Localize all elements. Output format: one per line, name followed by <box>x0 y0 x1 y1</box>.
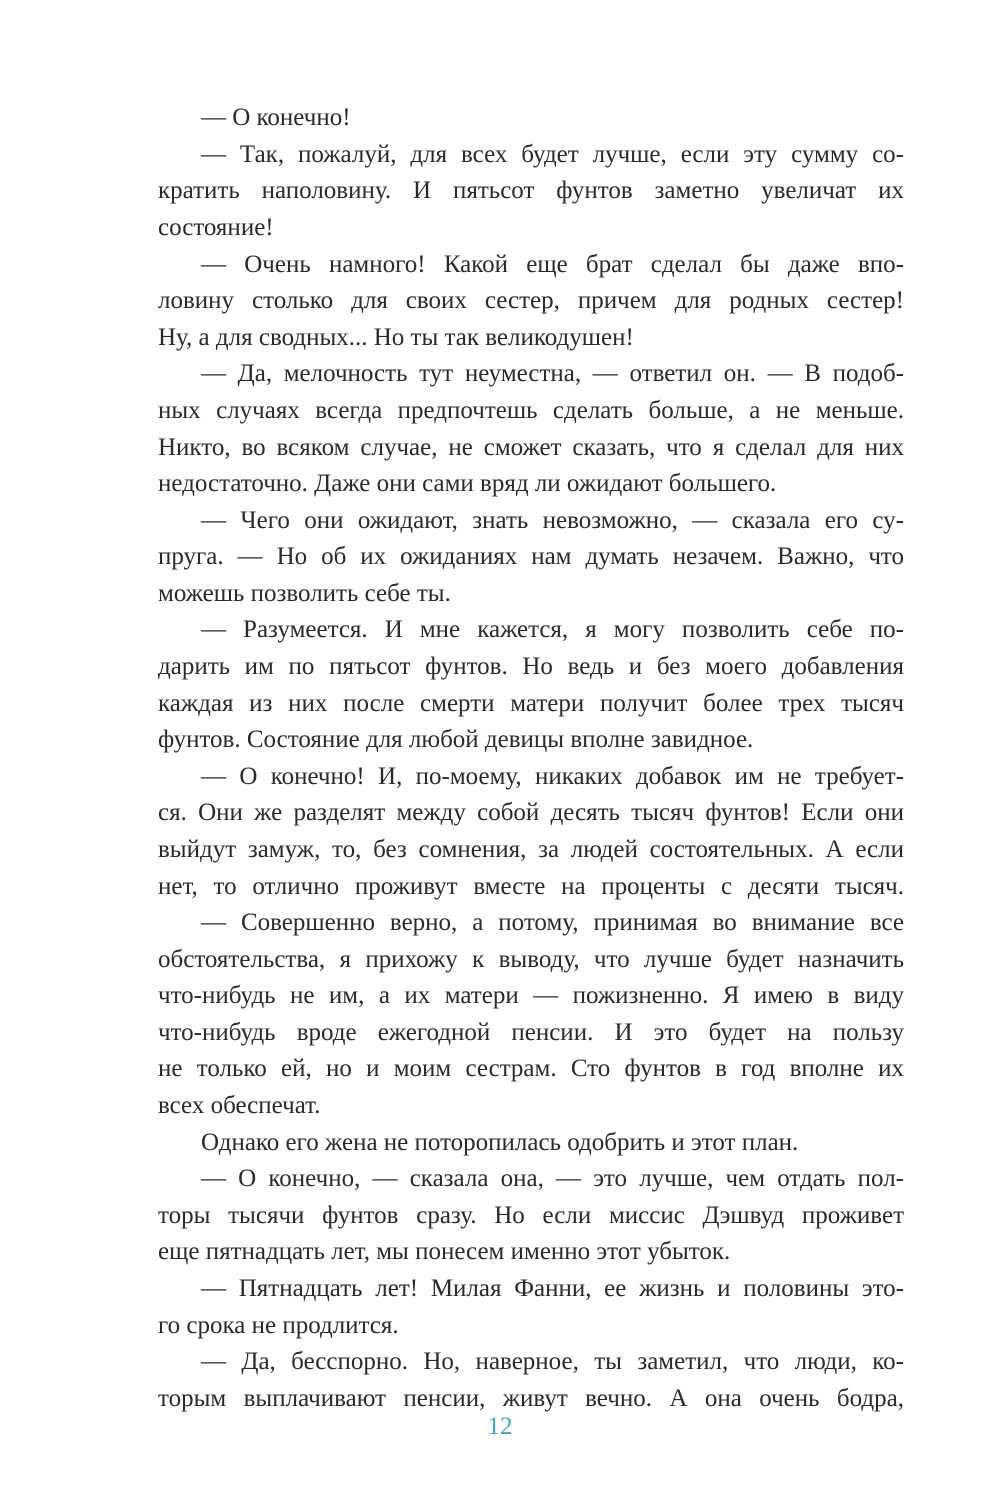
text-line: состояние! <box>158 214 274 241</box>
text-line: ся. Они же разделят между собой десять тысяч фунтов! Если они <box>158 799 904 826</box>
text-line: не только ей, но и моим сестрам. Сто фунтов в год вполне их <box>158 1055 904 1082</box>
text-line: — Разумеется. И мне кажется, я могу позволить себе по- <box>201 616 904 643</box>
text-line: недостаточно. Даже они сами вряд ли ожидают большего. <box>158 470 777 497</box>
text-line: го срока не продлится. <box>158 1312 399 1339</box>
text-line: можешь позволить себе ты. <box>158 580 451 607</box>
text-line: дарить им по пятьсот фунтов. Но ведь и без моего добавления <box>158 653 904 680</box>
text-line: выйдут замуж, то, без сомнения, за людей состоятельных. А если <box>158 836 904 863</box>
text-line: что-нибудь не им, а их матери — пожизненно. Я имею в виду <box>158 982 904 1009</box>
text-line: — Очень намного! Какой еще брат сделал бы даже впо- <box>201 251 904 278</box>
text-line: торым выплачивают пенсии, живут вечно. А она очень бодра, <box>158 1385 904 1412</box>
text-line: торы тысячи фунтов сразу. Но если миссис Дэшвуд проживет <box>158 1202 904 1229</box>
text-line: Никто, во всяком случае, не сможет сказать, что я сделал для них <box>158 434 904 461</box>
text-line: обстоятельства, я прихожу к выводу, что лучше будет назначить <box>158 946 904 973</box>
text-line: еще пятнадцать лет, мы понесем именно этот убыток. <box>158 1238 731 1265</box>
text-line: — Пятнадцать лет! Милая Фанни, ее жизнь и половины это- <box>201 1275 904 1302</box>
text-line: — О конечно! И, по-моему, никаких добавок им не требует- <box>201 763 904 790</box>
text-line: Однако его жена не поторопилась одобрить и этот план. <box>201 1129 799 1156</box>
text-line: ных случаях всегда предпочтешь сделать больше, а не меньше. <box>158 397 904 424</box>
text-line: — Чего они ожидают, знать невозможно, — сказала его су- <box>201 507 904 534</box>
text-line: — О конечно, — сказала она, — это лучше, чем отдать пол- <box>201 1165 904 1192</box>
text-line: — Да, мелочность тут неуместна, — ответил он. — В подоб- <box>201 360 904 387</box>
text-line: — Так, пожалуй, для всех будет лучше, если эту сумму со- <box>201 141 904 168</box>
text-line: ловину столько для своих сестер, причем для родных сестер! <box>158 287 904 314</box>
text-line: фунтов. Состояние для любой девицы вполне завидное. <box>158 726 754 753</box>
text-line: кратить наполовину. И пятьсот фунтов заметно увеличат их <box>158 177 904 204</box>
text-line: — Да, бесспорно. Но, наверное, ты заметил, что люди, ко- <box>201 1348 904 1375</box>
text-line: — Совершенно верно, а потому, принимая во внимание все <box>201 909 904 936</box>
text-line: пруга. — Но об их ожиданиях нам думать незачем. Важно, что <box>158 543 904 570</box>
text-line: — О конечно! <box>201 104 351 131</box>
page-number: 12 <box>487 1413 513 1440</box>
text-line: что-нибудь вроде ежегодной пенсии. И это будет на пользу <box>158 1019 904 1046</box>
text-line: каждая из них после смерти матери получит более трех тысяч <box>158 690 904 717</box>
text-line: Ну, а для сводных... Но ты так великодушен! <box>158 324 634 351</box>
text-line: нет, то отлично проживут вместе на проценты с десяти тысяч. <box>158 873 904 900</box>
text-line: всех обеспечат. <box>158 1092 321 1119</box>
